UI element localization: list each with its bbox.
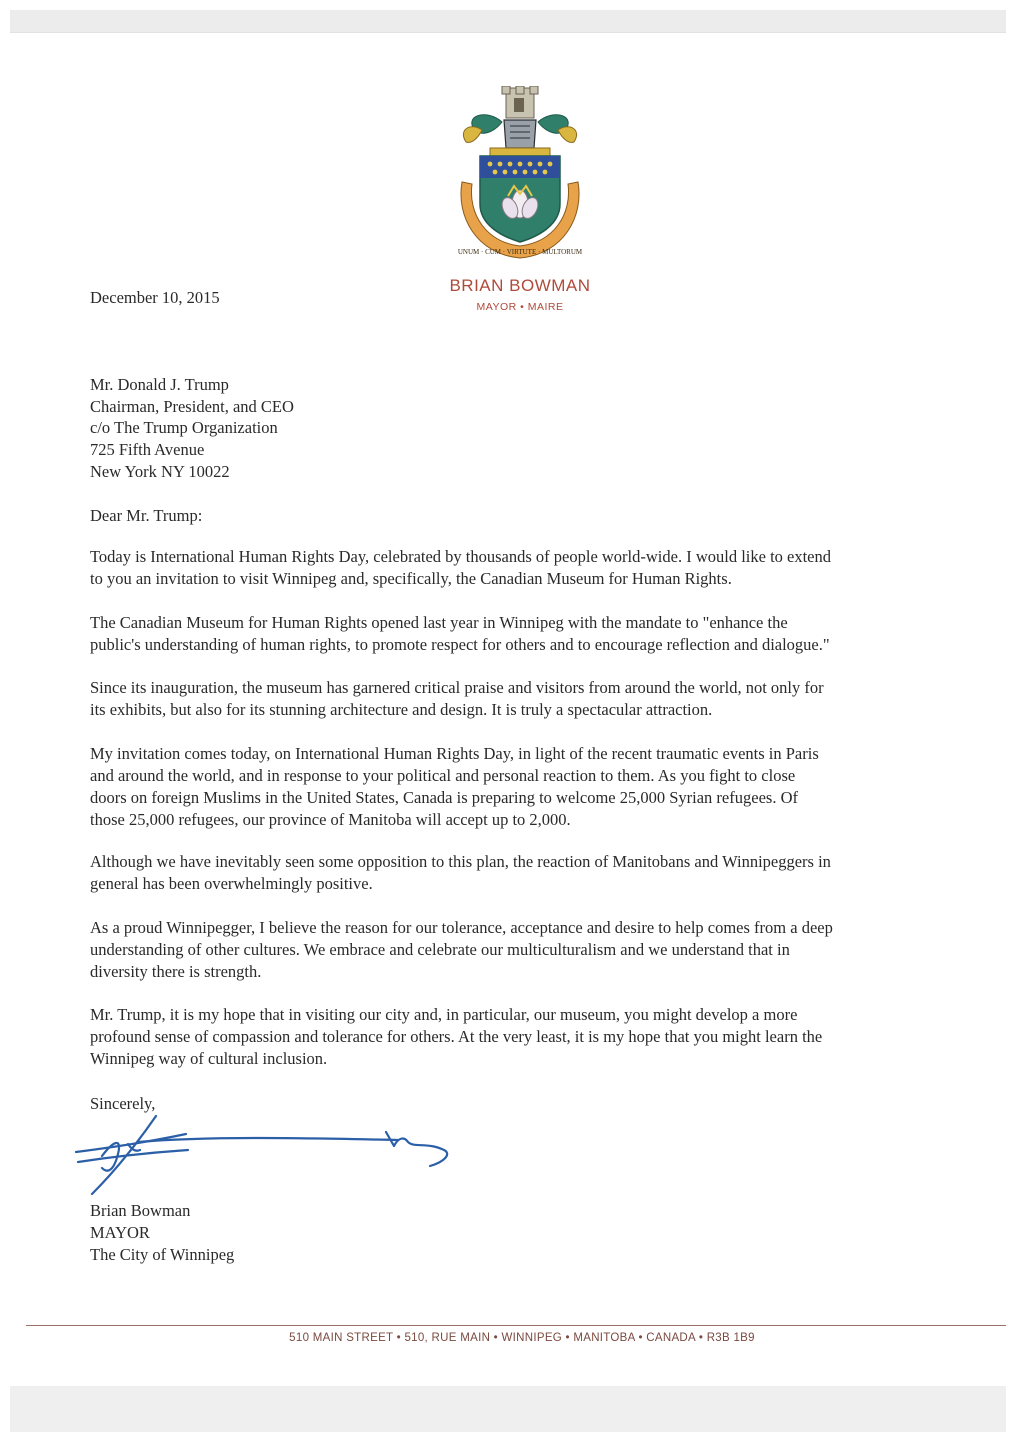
body-paragraph: [90, 677, 950, 721]
body-paragraph: [90, 612, 950, 656]
signatory-organization: The City of Winnipeg: [90, 1245, 235, 1264]
body-paragraph: [90, 546, 950, 590]
paragraph-line: those 25,000 refugees, our province of Manitoba will accept up to 2,000.: [90, 810, 571, 829]
paragraph-line: understanding of other cultures. We embrace and celebrate our multiculturalism and we understand that in: [90, 940, 790, 959]
signatory-name: Brian Bowman: [90, 1201, 191, 1220]
letter-date: December 10, 2015: [90, 288, 220, 307]
closing: Sincerely,: [90, 1094, 156, 1113]
footer-divider: [26, 1325, 1006, 1326]
recipient-line: 725 Fifth Avenue: [90, 440, 205, 460]
coat-of-arms-icon: [456, 86, 584, 262]
recipient-line: c/o The Trump Organization: [90, 418, 278, 438]
body-paragraph: [90, 743, 950, 831]
scan-edge-bottom: [10, 1386, 1006, 1432]
paragraph-line: Since its inauguration, the museum has garnered critical praise and visitors from around the world, not only for: [90, 678, 824, 697]
recipient-line: Chairman, President, and CEO: [90, 396, 294, 416]
scan-edge-top: [10, 10, 1006, 33]
paragraph-line: Mr. Trump, it is my hope that in visiting our city and, in particular, our museum, you might develop a more: [90, 1005, 798, 1024]
paragraph-line: general has been overwhelmingly positive.: [90, 874, 373, 893]
footer-address: 510 MAIN STREET • 510, RUE MAIN • WINNIPEG • MANITOBA • CANADA • R3B 1B9: [289, 1332, 755, 1344]
paragraph-line: to you an invitation to visit Winnipeg and, specifically, the Canadian Museum for Human Rights.: [90, 569, 732, 588]
paragraph-line: and around the world, and in response to your political and personal reaction to them. As you fight to close: [90, 766, 796, 785]
signatory-title: MAYOR: [90, 1223, 150, 1242]
recipient-address: [90, 374, 294, 483]
paragraph-line: Although we have inevitably seen some opposition to this plan, the reaction of Manitobans and Winnipeggers in: [90, 852, 831, 871]
letterhead-title: MAYOR • MAIRE: [476, 301, 564, 313]
salutation: Dear Mr. Trump:: [90, 506, 203, 525]
svg-text:UNUM · CUM · VIRTUTE · MULTORU: UNUM · CUM · VIRTUTE · MULTORUM: [457, 248, 583, 256]
body-paragraph: [90, 1004, 950, 1070]
paragraph-line: As a proud Winnipegger, I believe the reason for our tolerance, acceptance and desire to help comes from a deep: [90, 918, 833, 937]
body-paragraph: [90, 917, 950, 983]
paragraph-line: its exhibits, but also for its stunning architecture and design. It is truly a spectacular attraction.: [90, 700, 713, 719]
paragraph-line: Winnipeg way of cultural inclusion.: [90, 1049, 328, 1068]
recipient-line: Mr. Donald J. Trump: [90, 375, 229, 394]
body-paragraph: [90, 851, 950, 895]
handwritten-signature-icon: [68, 1112, 460, 1202]
paragraph-line: diversity there is strength.: [90, 962, 262, 981]
paragraph-line: Today is International Human Rights Day, celebrated by thousands of people world-wide. I would like to extend: [90, 547, 832, 566]
paragraph-line: public's understanding of human rights, to promote respect for others and to encourage reflection and dialogue.": [90, 635, 830, 654]
recipient-line: New York NY 10022: [90, 461, 230, 481]
paragraph-line: My invitation comes today, on International Human Rights Day, in light of the recent traumatic events in Paris: [90, 744, 819, 763]
letterhead-name: BRIAN BOWMAN: [449, 276, 591, 295]
paragraph-line: profound sense of compassion and tolerance for others. At the very least, it is my hope that you might learn the: [90, 1027, 823, 1046]
signatory-block: [90, 1200, 234, 1266]
paragraph-line: doors on foreign Muslims in the United States, Canada is preparing to welcome 25,000 Syrian refugees. Of: [90, 788, 798, 807]
paragraph-line: The Canadian Museum for Human Rights opened last year in Winnipeg with the mandate to "enhance the: [90, 613, 788, 632]
